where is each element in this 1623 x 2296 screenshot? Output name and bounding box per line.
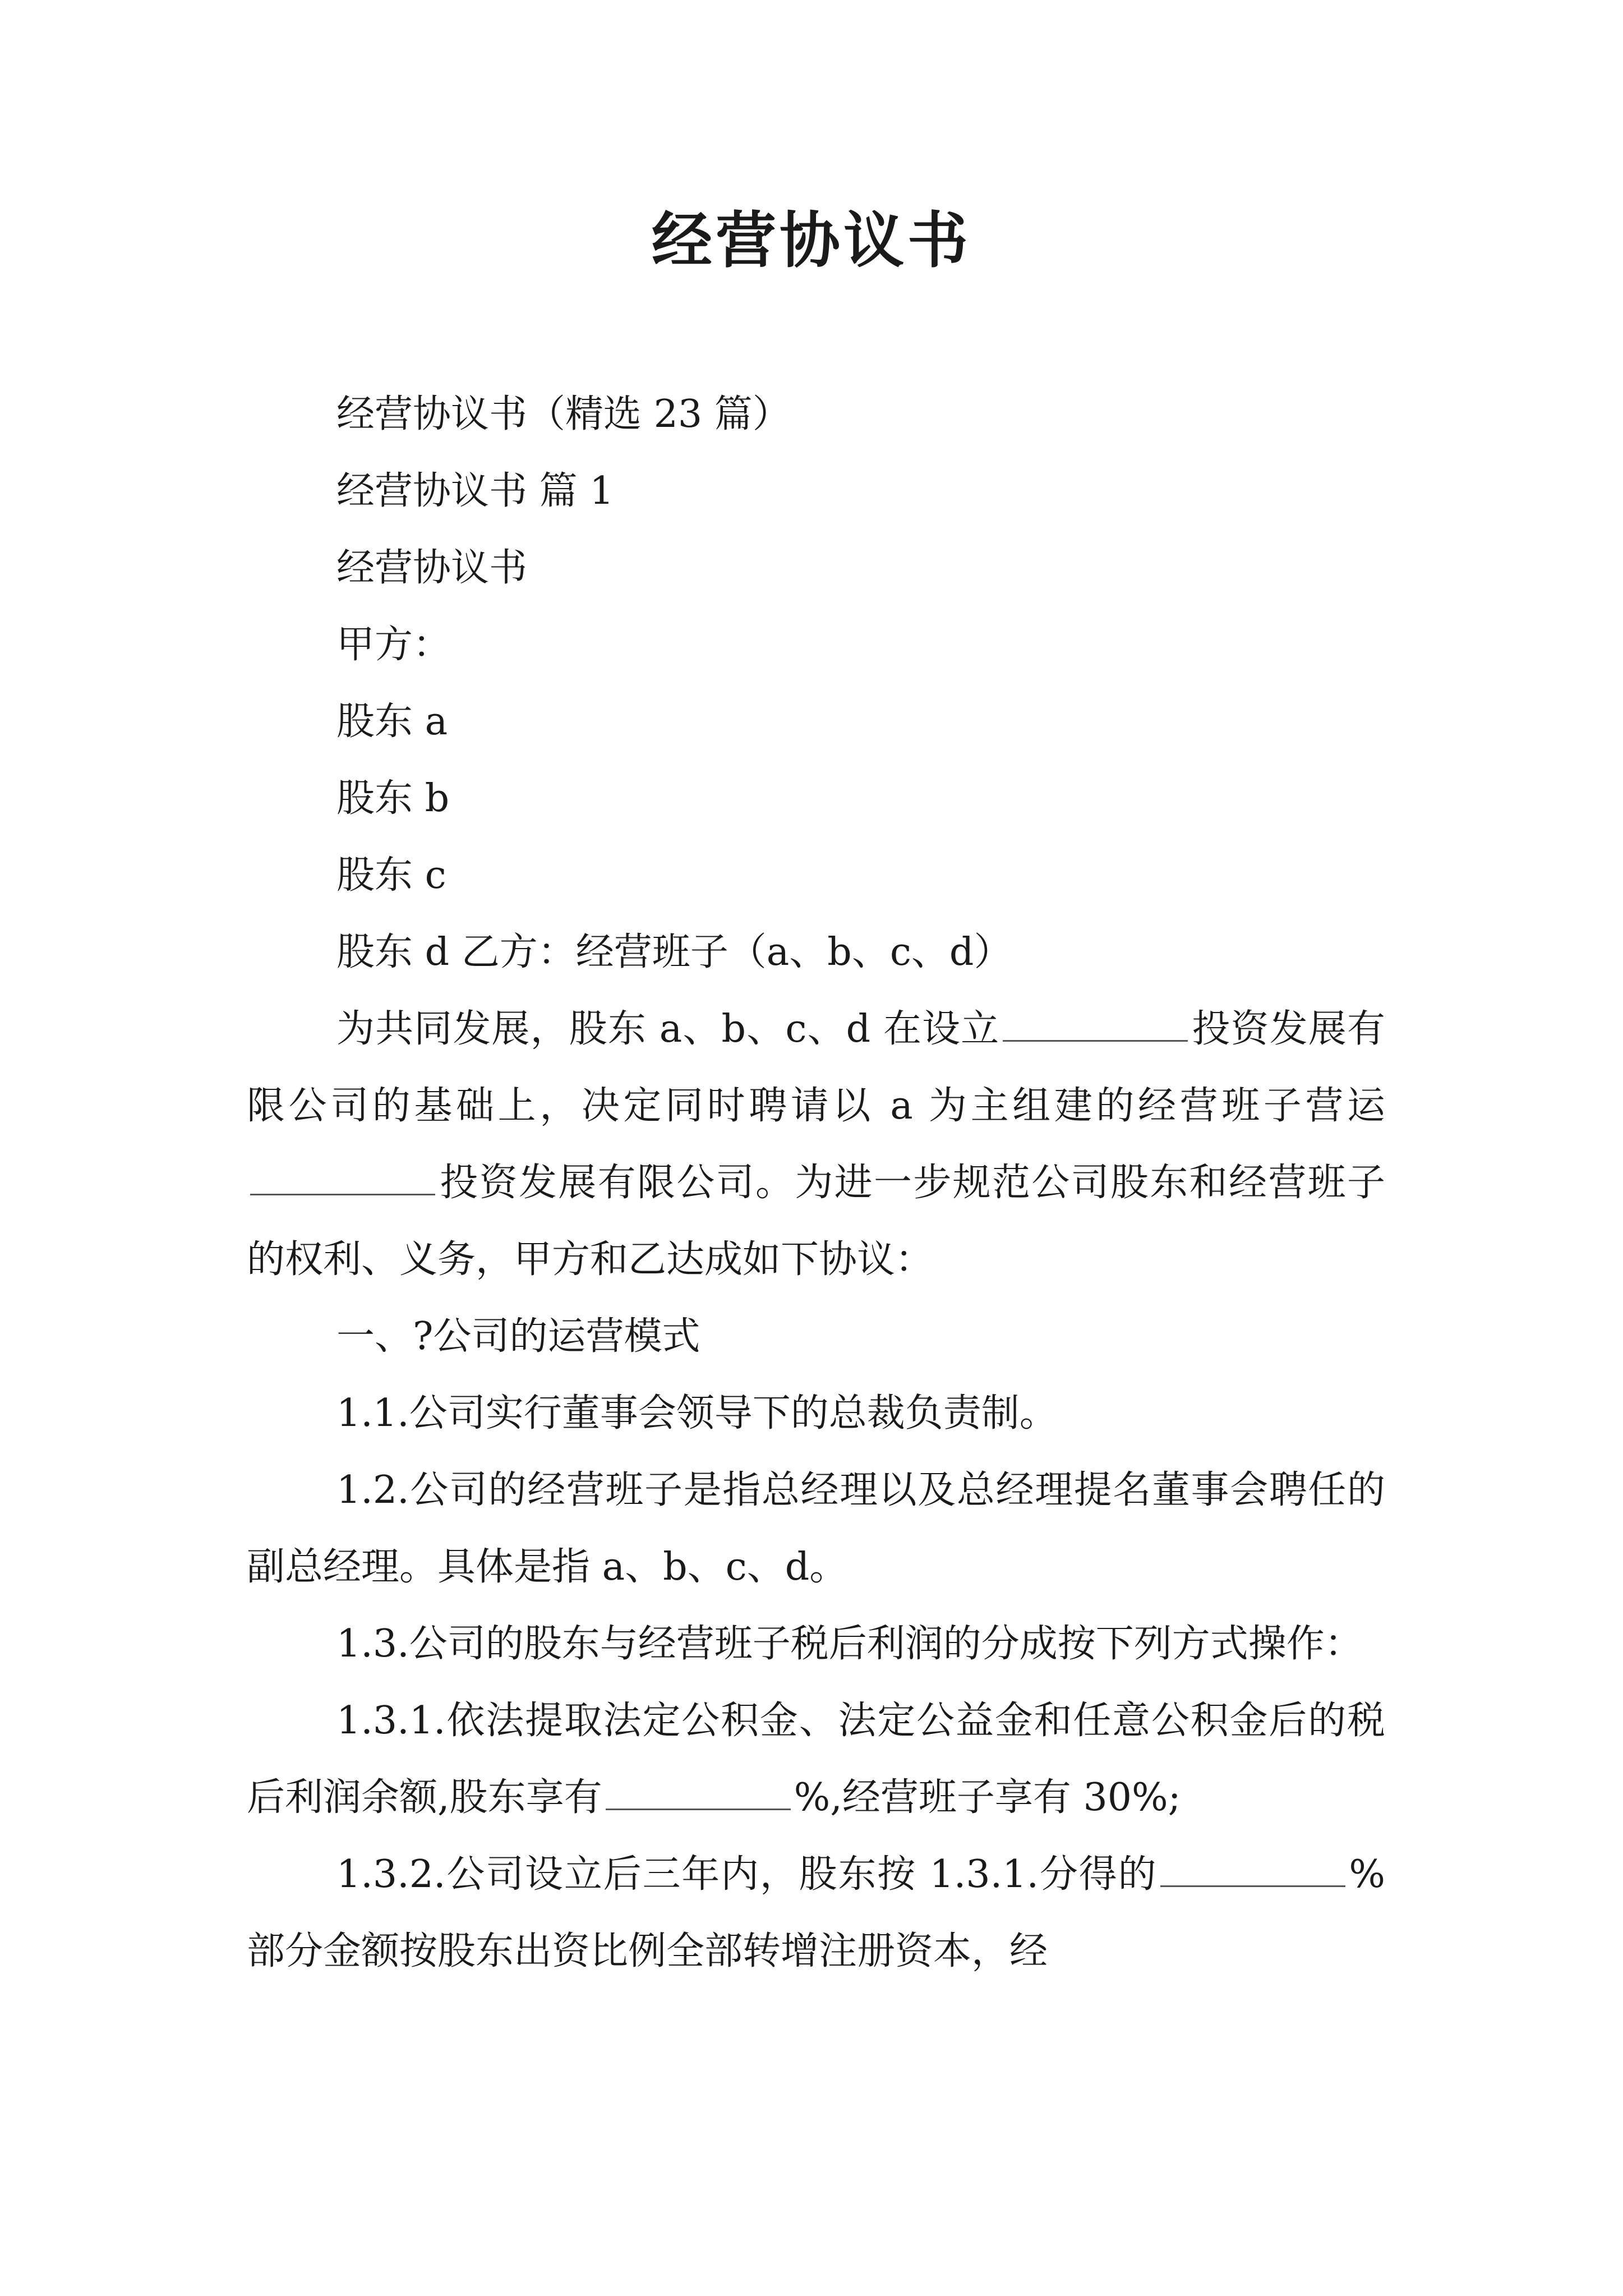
clause-1-3-2-text-1: 1.3.2.公司设立后三年内，股东按 1.3.1.分得的 <box>336 1852 1158 1897</box>
paragraph-shareholder-d-party-b: 股东 d 乙方：经营班子（a、b、c、d） <box>336 930 1012 974</box>
paragraph-preamble <box>247 991 1385 1298</box>
clause-1-3: 1.3.公司的股东与经营班子税后利润的分成按下列方式操作： <box>336 1622 1363 1666</box>
clause-1-3-2 <box>247 1836 1385 1990</box>
blank-line <box>606 1775 791 1810</box>
paragraph-shareholder-a: 股东 a <box>336 700 448 744</box>
preamble-text-2: 投资发展有限公司的基础上，决定同时聘请以 a 为主组建的经营班子营运 <box>247 1007 1385 1128</box>
clause-1-1: 1.1.公司实行董事会领导下的总裁负责制。 <box>336 1391 1058 1435</box>
blank-line <box>1003 1006 1188 1042</box>
document-body <box>247 376 1385 1990</box>
clause-1-3-1 <box>247 1682 1385 1836</box>
clause-1-3-2-text-2: %部分金额按股东出资比例全部转增注册资本，经 <box>247 1852 1385 1973</box>
blank-line <box>1160 1852 1345 1887</box>
clause-1-3-1-text-2: %,经营班子享有 30%; <box>794 1775 1181 1820</box>
paragraph-shareholder-c: 股东 c <box>336 853 446 898</box>
paragraph-chapter-heading: 经营协议书 篇 1 <box>336 469 614 513</box>
paragraph-heading: 经营协议书 <box>336 546 528 590</box>
section-heading-1: 一、?公司的运营模式 <box>336 1314 700 1359</box>
preamble-text-3: 投资发展有限公司。为进一步规范公司股东和经营班子的权利、义务，甲方和乙达成如下协议： <box>247 1161 1385 1282</box>
clause-1-2: 1.2.公司的经营班子是指总经理以及总经理提名董事会聘任的副总经理。具体是指 a、b、c、d。 <box>247 1468 1385 1589</box>
clause-1-3-1-text-1: 1.3.1.依法提取法定公积金、法定公益金和任意公积金后的税后利润余额,股东享有 <box>247 1699 1385 1820</box>
blank-line <box>250 1160 435 1195</box>
document-title: 经营协议书 <box>651 206 971 276</box>
paragraph-subtitle: 经营协议书（精选 23 篇） <box>336 392 791 436</box>
preamble-text-1: 为共同发展，股东 a、b、c、d 在设立 <box>336 1007 1000 1051</box>
paragraph-shareholder-b: 股东 b <box>336 776 450 821</box>
paragraph-party-a: 甲方： <box>336 623 451 667</box>
